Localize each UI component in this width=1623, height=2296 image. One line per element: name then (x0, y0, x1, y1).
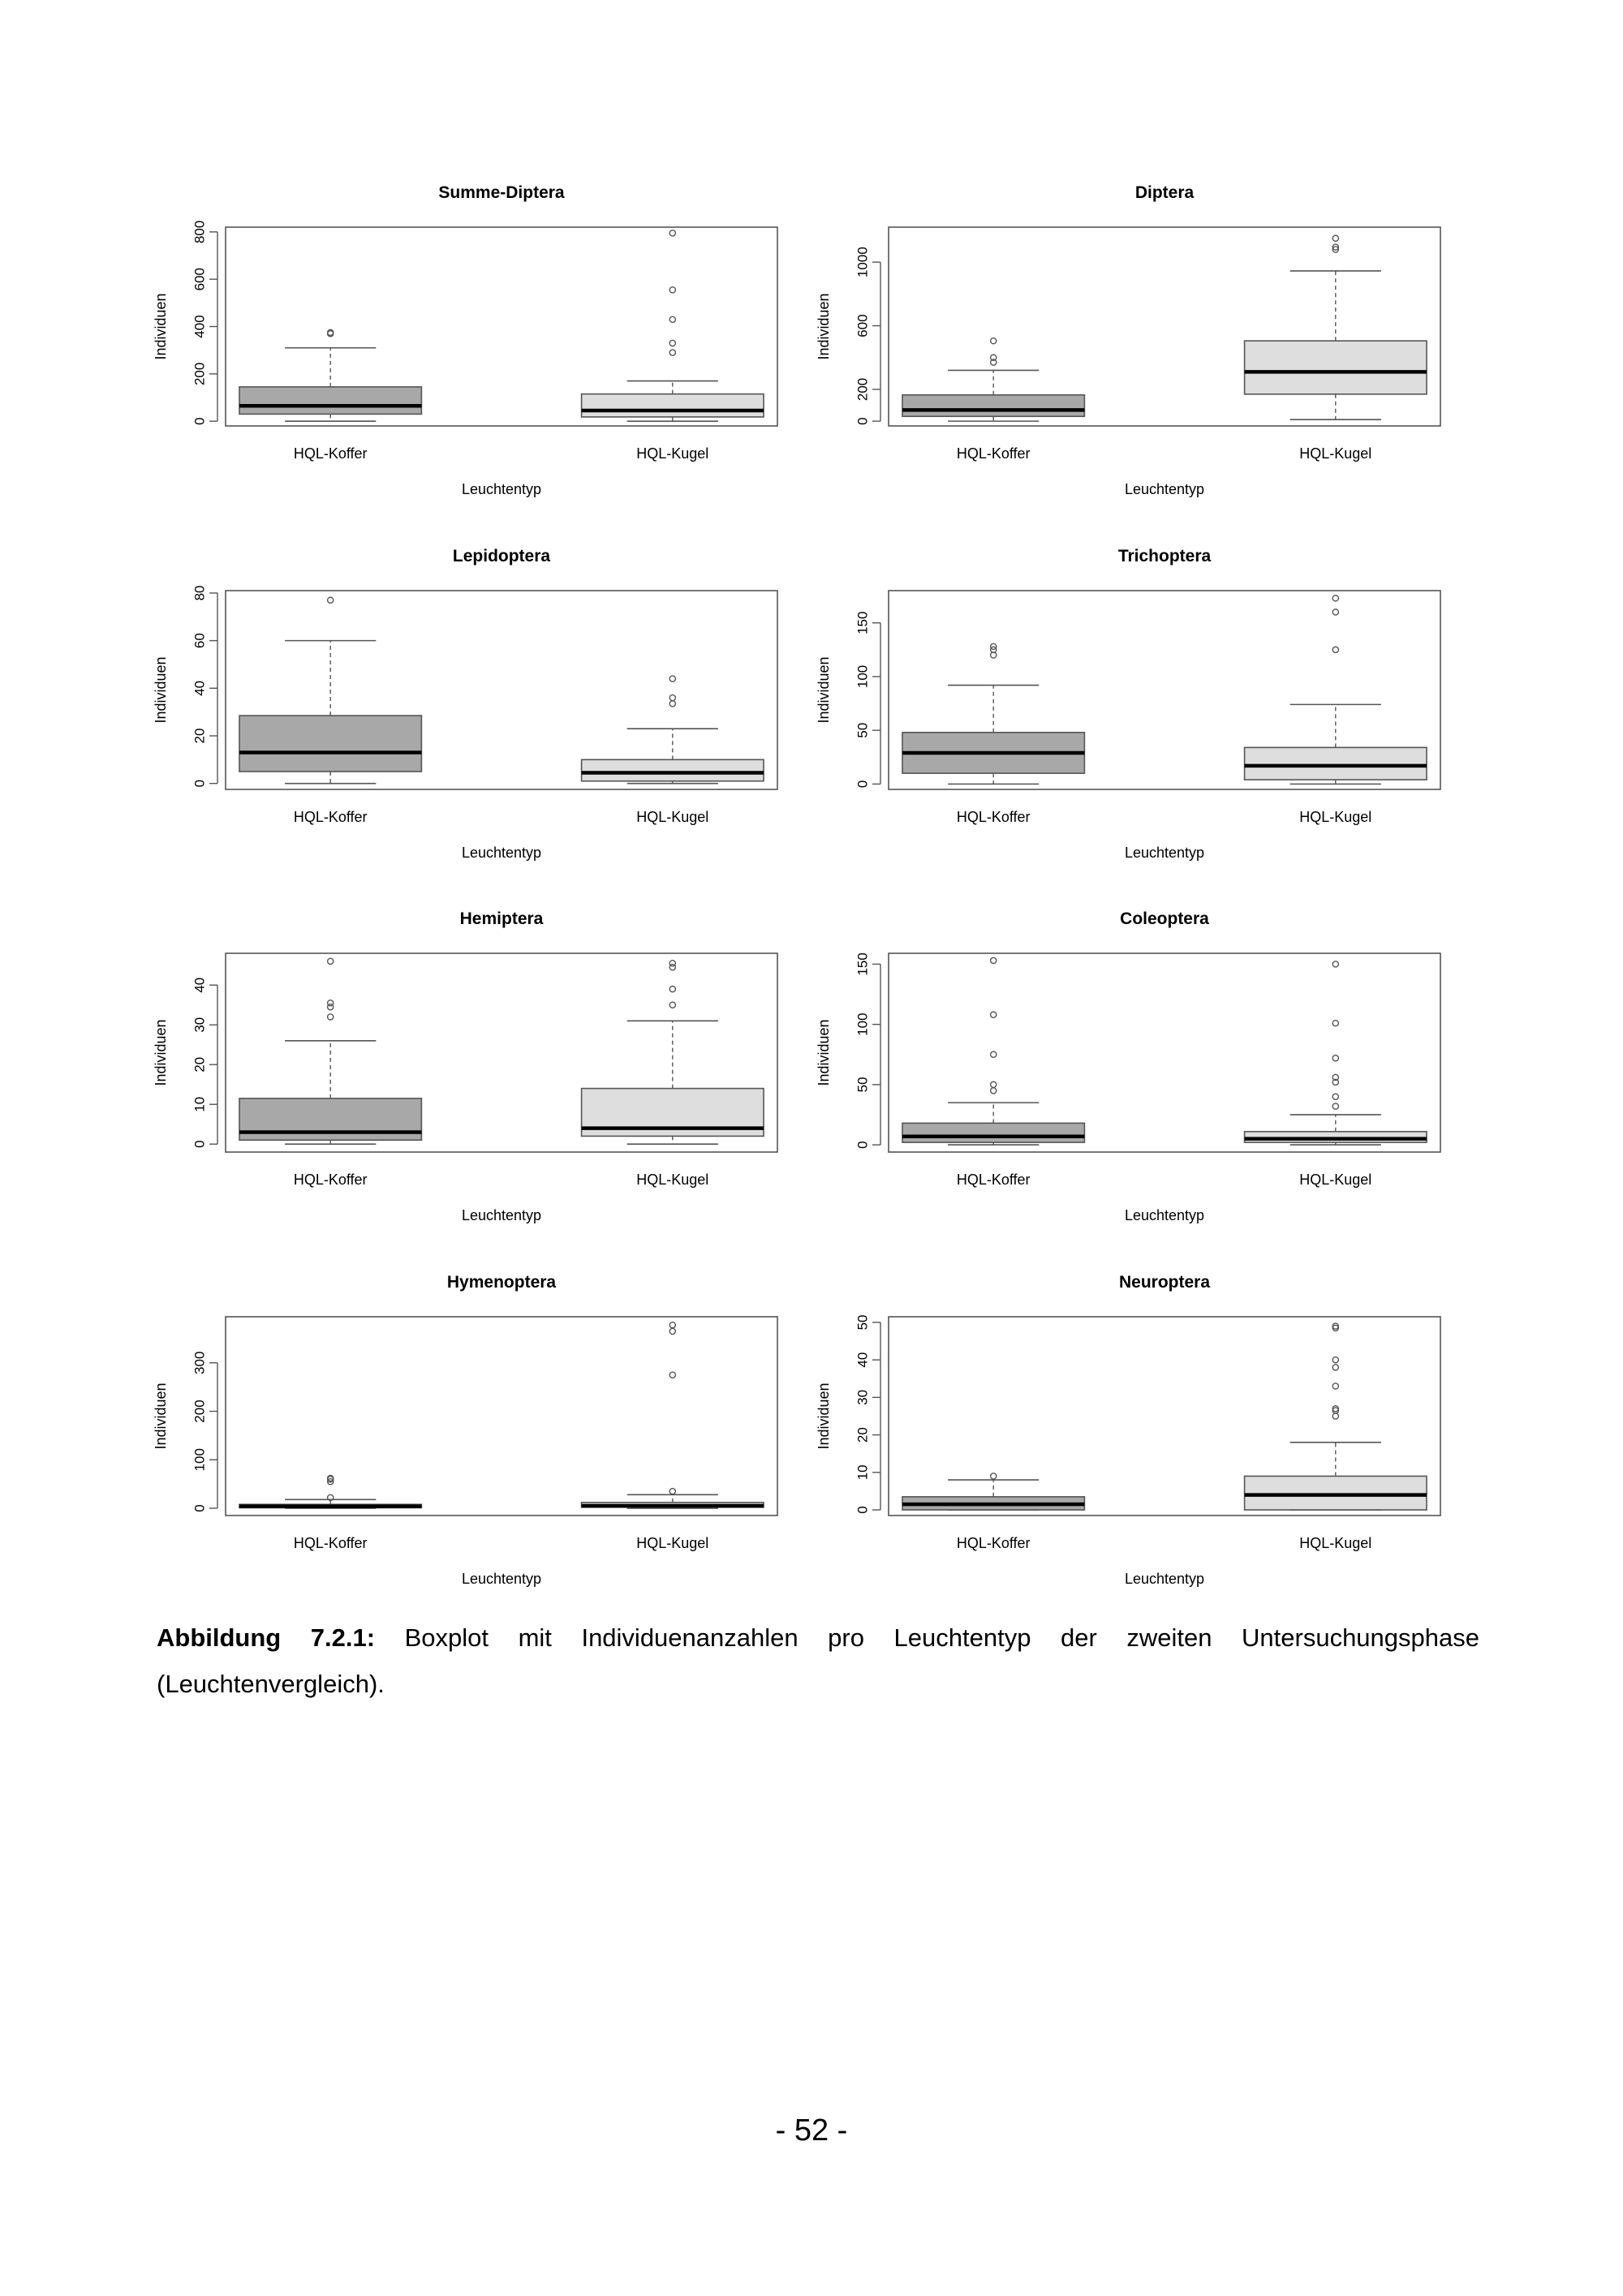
iqr-box (902, 395, 1084, 416)
outlier-point (669, 1328, 675, 1334)
y-tick-label: 0 (192, 417, 208, 425)
x-tick-label: HQL-Kugel (636, 1172, 709, 1188)
x-tick-label: HQL-Kugel (636, 809, 709, 825)
page-number: - 52 - (775, 2113, 848, 2148)
y-tick-label: 0 (855, 780, 871, 789)
figure-caption (157, 1615, 1479, 1707)
outlier-point (669, 230, 675, 236)
y-tick-label: 800 (192, 220, 208, 244)
box-hql-koffer (902, 957, 1084, 1145)
iqr-box (239, 387, 421, 415)
y-tick-label: 600 (855, 314, 871, 338)
y-tick-label: 40 (192, 977, 208, 993)
y-axis-label: Individuen (816, 1019, 832, 1086)
outlier-point (669, 961, 675, 966)
x-axis-label: Leuchtentyp (1124, 845, 1205, 861)
chart-title: Coleoptera (1120, 909, 1209, 928)
y-tick-label: 300 (192, 1351, 208, 1374)
x-axis-label: Leuchtentyp (1124, 481, 1205, 497)
y-tick-label: 20 (855, 1427, 871, 1443)
box-hql-koffer (902, 643, 1084, 784)
outlier-point (991, 1012, 997, 1017)
x-tick-label: HQL-Koffer (956, 809, 1031, 825)
box-hql-koffer (902, 338, 1084, 422)
outlier-point (669, 1002, 675, 1008)
outlier-point (669, 287, 675, 293)
y-tick-label: 20 (192, 728, 208, 744)
x-axis-label: Leuchtentyp (461, 1207, 542, 1223)
outlier-point (1332, 1413, 1338, 1419)
y-tick-label: 60 (192, 633, 208, 649)
x-tick-label: HQL-Kugel (1299, 1535, 1372, 1551)
outlier-point (669, 1322, 675, 1328)
iqr-box (582, 759, 764, 780)
boxplot-panel (153, 909, 777, 1223)
y-tick-label: 150 (855, 952, 871, 976)
y-tick-label: 10 (192, 1096, 208, 1112)
y-tick-label: 600 (192, 267, 208, 291)
box-hql-kugel (582, 230, 764, 421)
box-hql-koffer (902, 1473, 1084, 1510)
box-hql-koffer (239, 329, 421, 421)
y-axis-label: Individuen (816, 293, 832, 360)
outlier-point (1332, 1094, 1338, 1099)
y-tick-label: 200 (855, 377, 871, 402)
y-tick-label: 100 (192, 1448, 208, 1472)
boxplot-panel (816, 909, 1440, 1223)
outlier-point (328, 1000, 334, 1006)
outlier-point (669, 316, 675, 322)
box-hql-kugel (582, 676, 764, 784)
outlier-point (1332, 235, 1338, 241)
outlier-point (669, 1372, 675, 1378)
x-tick-label: HQL-Kugel (636, 445, 709, 462)
x-axis-label: Leuchtentyp (1124, 1571, 1205, 1587)
y-axis-label: Individuen (153, 656, 169, 724)
box-hql-kugel (582, 961, 764, 1145)
y-tick-label: 150 (855, 611, 871, 634)
outlier-point (1332, 961, 1338, 967)
plot-frame (226, 1317, 777, 1516)
outlier-point (991, 1088, 997, 1094)
outlier-point (1332, 647, 1338, 652)
box-hql-koffer (239, 597, 421, 784)
box-hql-kugel (1245, 1323, 1427, 1510)
iqr-box (1245, 341, 1427, 394)
plot-frame (889, 953, 1440, 1152)
y-tick-label: 0 (192, 1140, 208, 1148)
y-tick-label: 30 (855, 1389, 871, 1405)
outlier-point (669, 987, 675, 992)
y-tick-label: 10 (855, 1464, 871, 1481)
y-tick-label: 20 (192, 1056, 208, 1073)
y-tick-label: 0 (855, 1141, 871, 1149)
outlier-point (1332, 1021, 1338, 1026)
x-tick-label: HQL-Koffer (956, 1172, 1031, 1188)
y-tick-label: 50 (855, 1077, 871, 1093)
boxplot-panel (816, 1273, 1440, 1587)
outlier-point (669, 694, 675, 700)
y-tick-label: 0 (855, 1506, 871, 1514)
x-axis-label: Leuchtentyp (461, 1571, 542, 1587)
y-tick-label: 50 (855, 722, 871, 738)
y-axis-label: Individuen (153, 293, 169, 360)
figure-caption-text: Boxplot mit Individuenanzahlen pro Leuchtentyp der zweiten Untersuchungsphase (Leuchtenvergleich). (157, 1623, 1479, 1698)
iqr-box (582, 394, 764, 417)
outlier-point (328, 1014, 334, 1020)
x-tick-label: HQL-Koffer (293, 445, 368, 462)
outlier-point (328, 597, 334, 603)
x-tick-label: HQL-Koffer (293, 1172, 368, 1188)
outlier-point (991, 957, 997, 963)
y-axis-label: Individuen (153, 1382, 169, 1450)
x-axis-label: Leuchtentyp (461, 845, 542, 861)
x-tick-label: HQL-Koffer (956, 1535, 1031, 1551)
y-tick-label: 40 (855, 1352, 871, 1368)
y-tick-label: 80 (192, 585, 208, 601)
y-tick-label: 200 (192, 1400, 208, 1423)
boxplot-panel (153, 547, 777, 861)
y-axis-label: Individuen (816, 1382, 832, 1450)
y-tick-label: 100 (855, 1013, 871, 1036)
x-tick-label: HQL-Koffer (956, 445, 1031, 462)
outlier-point (669, 350, 675, 355)
outlier-point (1332, 1365, 1338, 1370)
outlier-point (669, 340, 675, 346)
outlier-point (1332, 609, 1338, 615)
boxplot-panel (153, 1273, 777, 1587)
figure-caption-label: Abbildung 7.2.1: (157, 1623, 376, 1652)
y-tick-label: 0 (855, 417, 871, 425)
outlier-point (1332, 595, 1338, 601)
box-hql-kugel (1245, 235, 1427, 419)
x-tick-label: HQL-Kugel (1299, 809, 1372, 825)
outlier-point (991, 1051, 997, 1057)
y-tick-label: 0 (192, 779, 208, 788)
y-tick-label: 1000 (855, 247, 871, 278)
chart-title: Trichoptera (1117, 547, 1212, 565)
boxplot-panel (153, 183, 777, 497)
y-tick-label: 0 (192, 1504, 208, 1512)
outlier-point (1332, 1357, 1338, 1363)
y-tick-label: 40 (192, 680, 208, 696)
outlier-point (328, 958, 334, 964)
outlier-point (1332, 1103, 1338, 1109)
x-axis-label: Leuchtentyp (1124, 1207, 1205, 1223)
x-tick-label: HQL-Kugel (636, 1535, 709, 1551)
x-axis-label: Leuchtentyp (461, 481, 542, 497)
outlier-point (669, 1489, 675, 1494)
chart-title: Neuroptera (1118, 1273, 1211, 1292)
outlier-point (991, 338, 997, 344)
y-tick-label: 200 (192, 362, 208, 386)
boxplot-panel (816, 547, 1440, 861)
box-hql-kugel (582, 1322, 764, 1508)
chart-title: Hymenoptera (446, 1273, 557, 1292)
y-tick-label: 400 (192, 315, 208, 338)
chart-title: Summe-Diptera (438, 183, 565, 202)
y-tick-label: 50 (855, 1314, 871, 1331)
outlier-point (991, 1081, 997, 1087)
chart-title: Diptera (1134, 183, 1195, 202)
y-axis-label: Individuen (816, 656, 832, 724)
outlier-point (669, 701, 675, 707)
box-hql-koffer (239, 958, 421, 1144)
iqr-box (902, 1123, 1084, 1142)
box-hql-kugel (1245, 961, 1427, 1145)
iqr-box (239, 716, 421, 772)
chart-title: Lepidoptera (452, 547, 551, 565)
x-tick-label: HQL-Kugel (1299, 445, 1372, 462)
iqr-box (1245, 747, 1427, 780)
x-tick-label: HQL-Koffer (293, 1535, 368, 1551)
outlier-point (1332, 1383, 1338, 1389)
box-hql-kugel (1245, 595, 1427, 785)
y-tick-label: 30 (192, 1017, 208, 1033)
chart-title: Hemiptera (459, 909, 544, 928)
box-hql-koffer (239, 1475, 421, 1508)
outlier-point (669, 676, 675, 681)
x-tick-label: HQL-Kugel (1299, 1172, 1372, 1188)
iqr-box (1245, 1476, 1427, 1510)
x-tick-label: HQL-Koffer (293, 809, 368, 825)
outlier-point (1332, 1056, 1338, 1061)
y-tick-label: 100 (855, 664, 871, 689)
y-axis-label: Individuen (153, 1019, 169, 1086)
outlier-point (991, 1473, 997, 1479)
boxplot-panel (816, 183, 1440, 497)
